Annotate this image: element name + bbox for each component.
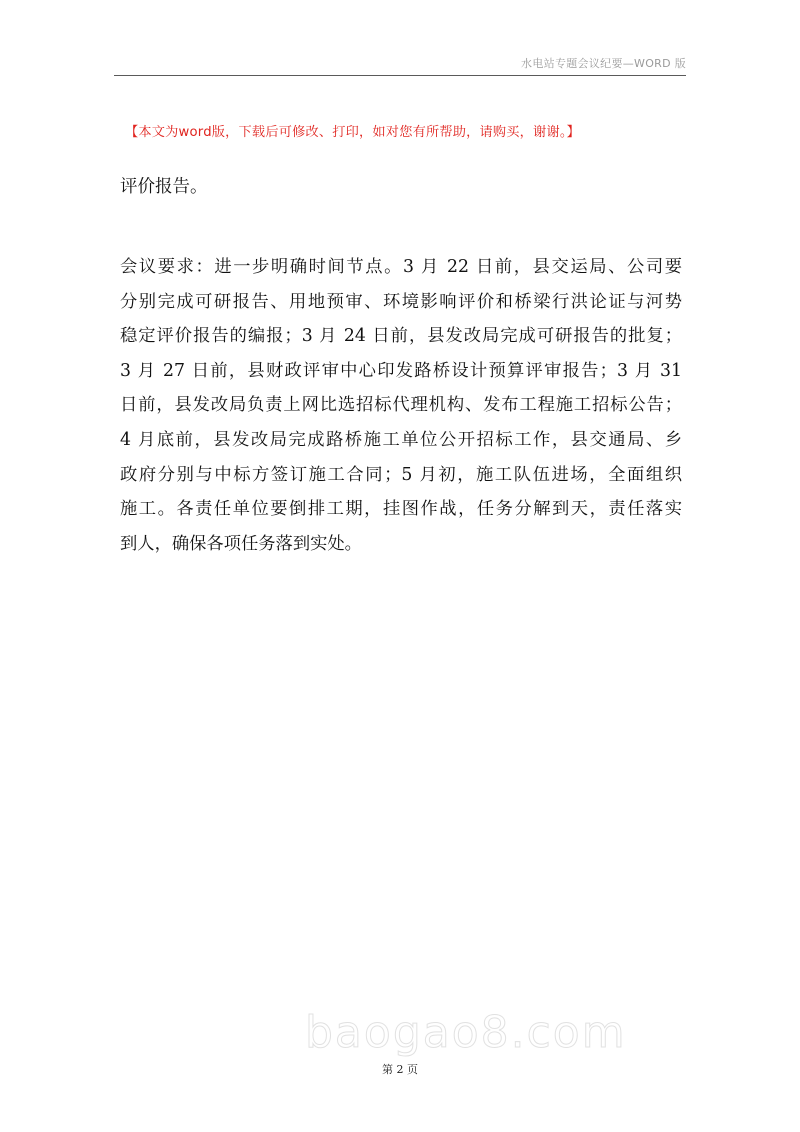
document-header-title: 水电站专题会议纪要—WORD 版 (521, 57, 686, 70)
paragraph-line: 日前，县发改局负责上网比选招标代理机构、发布工程施工招标公告； (120, 395, 682, 416)
paragraph-line: 分别完成可研报告、用地预审、环境影响评价和桥梁行洪论证与河势 (120, 291, 682, 312)
paragraph-line: 稳定评价报告的编报；3 月 24 日前，县发改局完成可研报告的批复； (120, 326, 682, 347)
paragraph-fragment: 评价报告。 (120, 177, 208, 197)
download-notice: 【本文为word版，下载后可修改、打印，如对您有所帮助，请购买，谢谢。】 (125, 125, 581, 140)
paragraph-line: 4 月底前，县发改局完成路桥施工单位公开招标工作，县交通局、乡 (120, 429, 682, 450)
paragraph-line: 3 月 27 日前，县财政评审中心印发路桥设计预算评审报告；3 月 31 (120, 360, 682, 381)
meeting-requirements-paragraph (120, 250, 682, 561)
header-divider (114, 75, 686, 76)
paragraph-line: 到人，确保各项任务落到实处。 (120, 533, 362, 554)
page-number: 第 2 页 (382, 1063, 418, 1076)
paragraph-line: 施工。各责任单位要倒排工期，挂图作战，任务分解到天，责任落实 (120, 499, 682, 520)
paragraph-line: 政府分别与中标方签订施工合同；5 月初，施工队伍进场，全面组织 (120, 464, 682, 485)
watermark: baogao8.com (305, 1007, 627, 1058)
paragraph-line: 会议要求：进一步明确时间节点。3 月 22 日前，县交运局、公司要 (120, 257, 682, 277)
